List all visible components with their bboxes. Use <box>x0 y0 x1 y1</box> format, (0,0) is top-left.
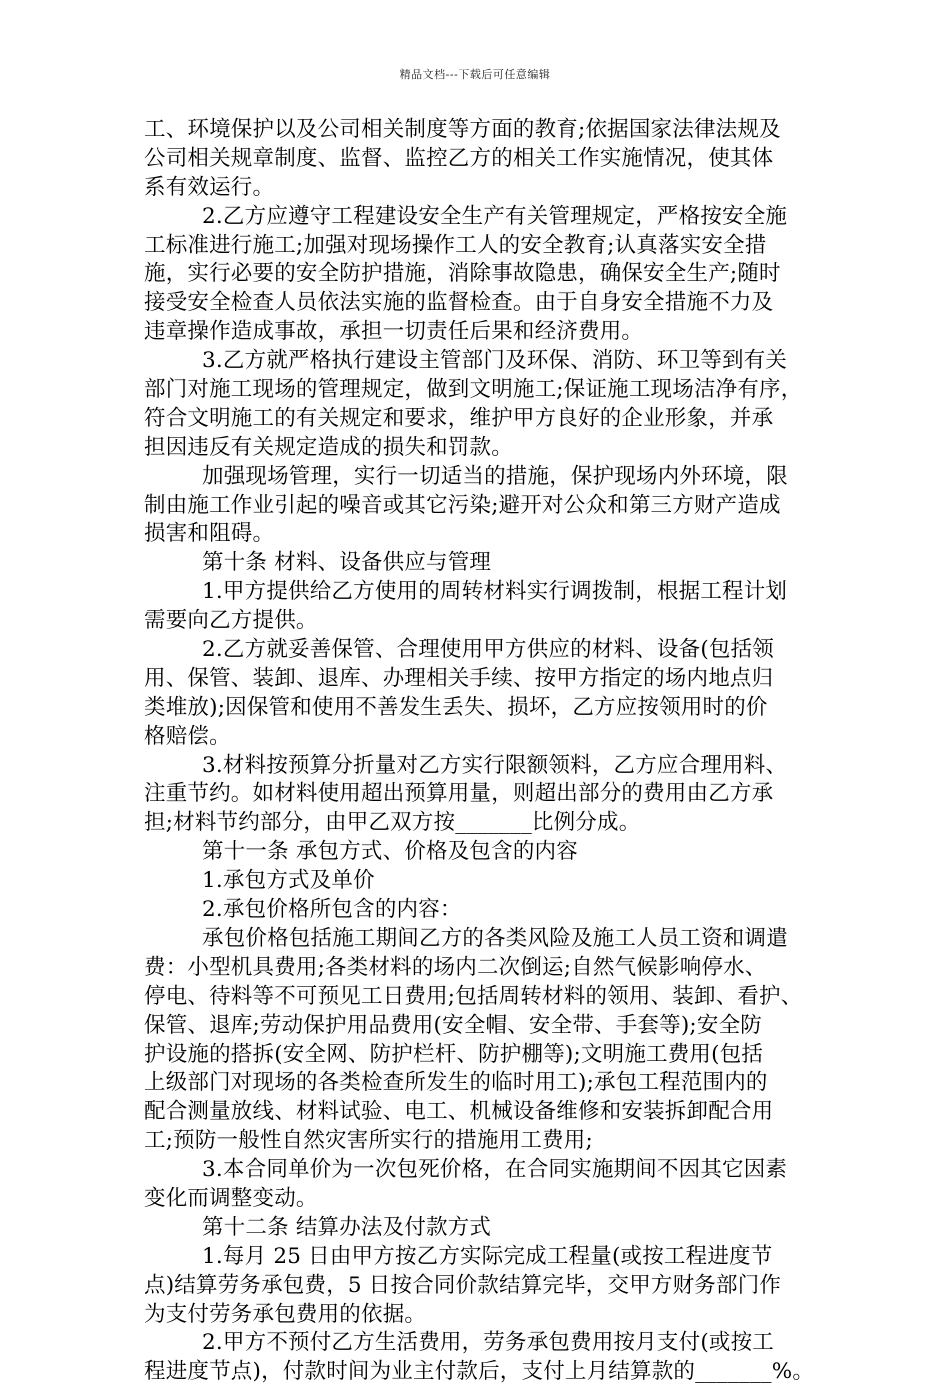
paragraph-line: 变化而调整变动。 <box>144 1185 318 1211</box>
paragraph-line: 第十一条 承包方式、价格及包含的内容 <box>202 839 578 865</box>
paragraph-line: 程进度节点)，付款时间为业主付款后，支付上月结算款的_______%。 <box>144 1359 815 1385</box>
document-body <box>144 116 815 1387</box>
paragraph-line: 第十条 材料、设备供应与管理 <box>202 550 492 576</box>
paragraph-line: 违章操作造成事故，承担一切责任后果和经济费用。 <box>144 319 644 345</box>
paragraph-line: 系有效运行。 <box>144 174 275 200</box>
paragraph-line: 部门对施工现场的管理规定，做到文明施工;保证施工现场洁净有序， <box>144 377 803 403</box>
paragraph-line: 承包价格包括施工期间乙方的各类风险及施工人员工资和调遣 <box>202 925 788 951</box>
paragraph-line: 符合文明施工的有关规定和要求，维护甲方良好的企业形象，并承 <box>144 405 774 431</box>
paragraph-line: 工、环境保护以及公司相关制度等方面的教育;依据国家法律法规及 <box>144 117 781 142</box>
paragraph-line: 保管、退库;劳动保护用品费用(安全帽、安全带、手套等);安全防 <box>144 1012 762 1038</box>
paragraph-line: 1.承包方式及单价 <box>202 868 375 894</box>
paragraph-line: 费：小型机具费用;各类材料的场内二次倒运;自然气候影响停水、 <box>144 954 767 980</box>
paragraph-line: 停电、待料等不可预见工日费用;包括周转材料的领用、装卸、看护、 <box>144 983 803 1009</box>
page-header: 精品文档---下载后可任意编辑 <box>399 68 551 81</box>
paragraph-line: 3.材料按预算分折量对乙方实行限额领料，乙方应合理用料、 <box>202 752 788 778</box>
paragraph-line: 损害和阻碍。 <box>144 521 275 547</box>
paragraph-line: 担;材料节约部分，由甲乙双方按_______比例分成。 <box>144 810 641 836</box>
paragraph-line: 用、保管、装卸、退库、办理相关手续、按甲方指定的场内地点归 <box>144 665 774 691</box>
paragraph-line: 公司相关规章制度、监督、监控乙方的相关工作实施情况，使其体 <box>144 145 774 171</box>
paragraph-line: 上级部门对现场的各类检查所发生的临时用工);承包工程范围内的 <box>144 1070 768 1096</box>
paragraph-line: 2.乙方就妥善保管、合理使用甲方供应的材料、设备(包括领 <box>202 637 775 663</box>
paragraph-line: 为支付劳务承包费用的依据。 <box>144 1301 427 1327</box>
paragraph-line: 3.乙方就严格执行建设主管部门及环保、消防、环卫等到有关 <box>202 348 788 374</box>
paragraph-line: 格赔偿。 <box>144 723 231 749</box>
paragraph-line: 施，实行必要的安全防护措施，消除事故隐患，确保安全生产;随时 <box>144 261 781 287</box>
paragraph-line: 工;预防一般性自然灾害所实行的措施用工费用; <box>144 1128 593 1154</box>
paragraph-line: 2.甲方不预付乙方生活费用，劳务承包费用按月支付(或按工 <box>202 1330 775 1356</box>
paragraph-line: 2.承包价格所包含的内容： <box>202 897 462 923</box>
paragraph-line: 2.乙方应遵守工程建设安全生产有关管理规定，严格按安全施 <box>202 203 788 229</box>
paragraph-line: 1.每月 25 日由甲方按乙方实际完成工程量(或按工程进度节 <box>202 1243 773 1269</box>
paragraph-line: 点)结算劳务承包费，5 日按合同价款结算完毕，交甲方财务部门作 <box>144 1272 782 1298</box>
paragraph-line: 配合测量放线、材料试验、电工、机械设备维修和安装拆卸配合用 <box>144 1099 774 1125</box>
paragraph-line: 担因违反有关规定造成的损失和罚款。 <box>144 434 513 460</box>
paragraph-line: 加强现场管理，实行一切适当的措施，保护现场内外环境，限 <box>202 463 788 489</box>
paragraph-line: 3.本合同单价为一次包死价格，在合同实施期间不因其它因素 <box>202 1157 788 1183</box>
paragraph-line: 第十二条 结算办法及付款方式 <box>202 1214 492 1240</box>
paragraph-line: 类堆放);因保管和使用不善发生丢失、损坏，乙方应按领用时的价 <box>144 694 768 720</box>
paragraph-line: 护设施的搭拆(安全网、防护栏杆、防护棚等);文明施工费用(包括 <box>144 1041 764 1067</box>
paragraph-line: 1.甲方提供给乙方使用的周转材料实行调拨制，根据工程计划 <box>202 579 788 605</box>
paragraph-line: 需要向乙方提供。 <box>144 608 318 634</box>
paragraph-line: 制由施工作业引起的噪音或其它污染;避开对公众和第三方财产造成 <box>144 492 781 518</box>
paragraph-line: 注重节约。如材料使用超出预算用量，则超出部分的费用由乙方承 <box>144 781 774 807</box>
paragraph-line: 工标准进行施工;加强对现场操作工人的安全教育;认真落实安全措 <box>144 232 767 258</box>
paragraph-line: 接受安全检查人员依法实施的监督检查。由于自身安全措施不力及 <box>144 290 774 316</box>
